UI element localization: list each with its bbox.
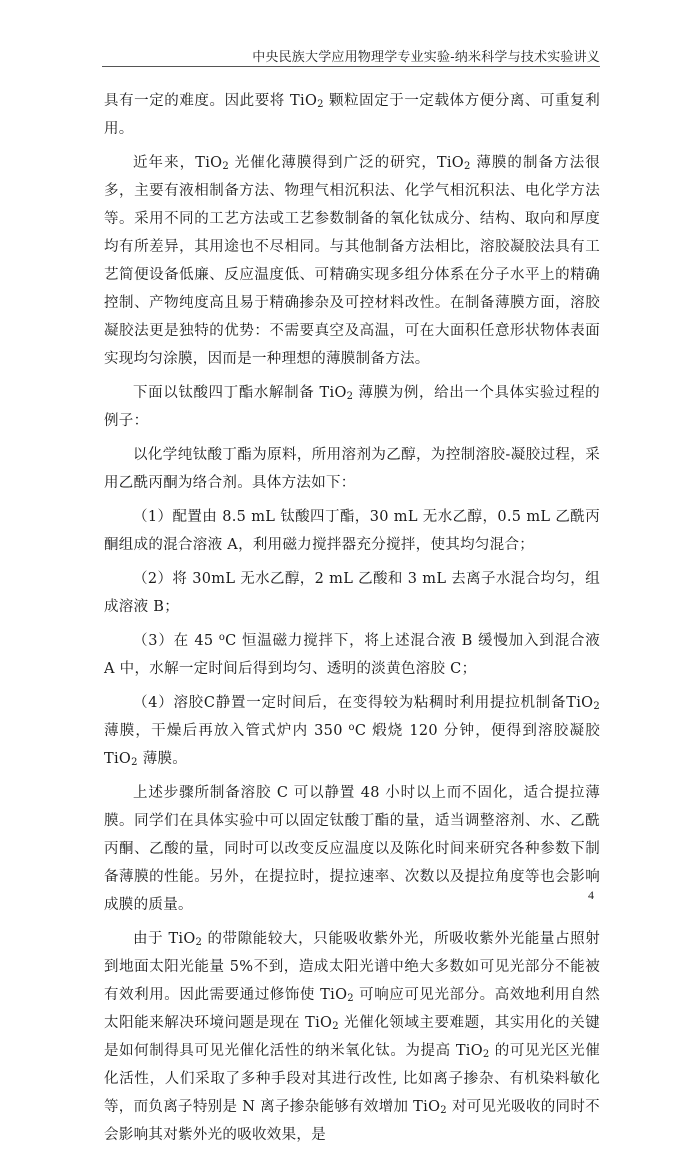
paragraph <box>104 925 600 1149</box>
text-run: 薄膜。 <box>137 751 188 767</box>
page-number: 4 <box>588 888 594 902</box>
subscript: 2 <box>463 161 471 172</box>
text-run: （4）溶胶C静置一定时间后，在变得较为粘稠时利用提拉机制备TiO <box>133 695 594 711</box>
text-run: 对可见光吸收的同时不会影响其对紫外光的吸收效果，是 <box>104 1099 600 1143</box>
text-run: C 恒温磁力搅拌下，将上述混合液 B 缓慢加入到混合液 A 中，水解一定时间后得到均匀、透明的淡黄色溶胶 C； <box>104 633 600 677</box>
text-run: 以化学纯钛酸丁酯为原料，所用溶剂为乙醇，为控制溶胶-凝胶过程，采用乙酰丙酮为络合剂。具体方法如下： <box>104 447 600 491</box>
text-run: 上述步骤所制备溶胶 C 可以静置 48 小时以上而不固化，适合提拉薄膜。同学们在具体实验中可以固定钛酸丁酯的量，适当调整溶剂、水、乙酰丙酮、乙酸的量，同时可以改变反应温度以及陈化时间来研究各种参数下制备薄膜的性能。另外，在提拉时，提拉速率、次数以及提拉角度等也会影响成膜的质量。 <box>104 785 600 913</box>
paragraph <box>104 441 600 497</box>
paragraph <box>104 627 600 683</box>
paragraph <box>104 565 600 621</box>
text-run: 可响应可见光部分。高效地利用自然太阳能来解决环境问题是现在 TiO <box>104 987 600 1031</box>
paragraph <box>104 149 600 373</box>
text-run: 具有一定的难度。因此要将 TiO <box>104 93 318 109</box>
paragraph <box>104 87 600 143</box>
paragraph <box>104 503 600 559</box>
paragraph <box>104 689 600 773</box>
text-run: （1）配置由 8.5 mL 钛酸四丁酯，30 mL 无水乙醇，0.5 mL 乙酰丙酮组成的混合溶液 A，利用磁力搅拌器充分搅拌，使其均匀混合； <box>104 509 600 553</box>
subscript: 2 <box>593 701 600 712</box>
text-run: 近年来，TiO <box>133 155 223 171</box>
text-run: 光催化薄膜得到广泛的研究，TiO <box>229 155 464 171</box>
text-run: C 煅烧 120 分钟，便得到溶胶凝胶 TiO <box>104 723 601 767</box>
text-run: （3）在 45 <box>133 633 219 649</box>
text-run: 的可见光区光催化活性，人们采取了多种手段对其进行改性, 比如离子掺杂、有机染料敏化等，而负离子特别是 N 离子掺杂能够有效增加 TiO <box>104 1043 601 1115</box>
text-run: 颗粒固定于一定载体方便分离、可重复利用。 <box>104 93 601 137</box>
text-run: 下面以钛酸四丁酯水解制备 TiO <box>133 385 347 401</box>
paragraph <box>104 379 600 435</box>
subscript: 2 <box>482 1049 490 1060</box>
page-header: 中央民族大学应用物理学专业实验-纳米科学与技术实验讲义 <box>252 50 600 65</box>
paragraph <box>104 779 600 919</box>
subscript: 2 <box>317 99 324 110</box>
subscript: 2 <box>347 993 354 1004</box>
subscript: 2 <box>346 391 354 402</box>
header-divider <box>102 66 600 67</box>
superscript: o <box>348 722 355 733</box>
text-run: （2）将 30mL 无水乙醇，2 mL 乙酸和 3 mL 去离子水混合均匀，组成溶液 B； <box>104 571 600 615</box>
text-run: 薄膜，干燥后再放入管式炉内 350 <box>104 723 349 739</box>
text-run: 薄膜为例，给出一个具体实验过程的例子： <box>104 385 600 429</box>
subscript: 2 <box>222 161 229 172</box>
superscript: o <box>218 632 226 643</box>
text-run: 薄膜的制备方法很多，主要有液相制备方法、物理气相沉积法、化学气相沉积法、电化学方法等。采用不同的工艺方法或工艺参数制备的氧化钛成分、结构、取向和厚度均有所差异，其用途也不尽相同。与其他制备方法相比，溶胶凝胶法具有工艺简便设备低廉、反应温度低、可精确实现多组分体系在分子水平上的精确控制、产物纯度高且易于精确掺杂及可控材料改性。在制备薄膜方面，溶胶凝胶法更是独特的优势：不需要真空及高温，可在大面积任意形状物体表面实现均匀涂膜，因而是一种理想的薄膜制备方法。 <box>104 155 601 367</box>
document-body <box>104 87 600 1155</box>
text-run: 光催化领域主要难题，其实用化的关键是如何制得具可见光催化活性的纳米氧化钛。为提高 TiO <box>104 1015 600 1059</box>
text-run: 由于 TiO <box>133 931 196 947</box>
subscript: 2 <box>332 1021 339 1032</box>
text-run: 的带隙能较大，只能吸收紫外光，所吸收紫外光能量占照射到地面太阳光能量 5%不到，造成太阳光谱中绝大多数如可见光部分不能被有效利用。因此需要通过修饰使 TiO <box>104 931 600 1003</box>
subscript: 2 <box>195 937 203 948</box>
subscript: 2 <box>131 757 138 768</box>
subscript: 2 <box>440 1105 447 1116</box>
